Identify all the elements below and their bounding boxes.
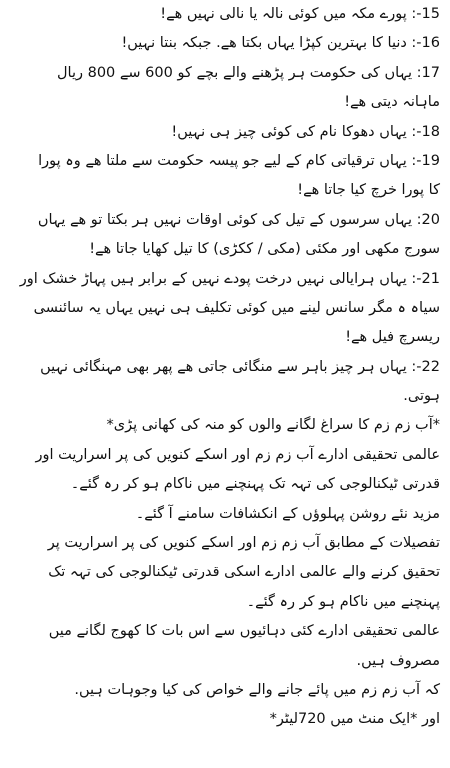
text-line: ماہانہ دیتی ھے! (344, 94, 440, 111)
text-line: *آب زم زم کا سراغ لگانے والوں کو منہ کی کھانی پڑی* (106, 417, 440, 434)
flow-rate-paragraph (6, 705, 440, 734)
text-line: ہوتی. (403, 388, 440, 405)
point-21 (6, 265, 440, 353)
text-line: سورج مکھی اور مکئی (مکی / ککڑی) کا تیل کھایا جاتا ھے! (89, 241, 440, 258)
text-line: 22-: یہاں ہر چیز باہر سے منگائی جاتی ھے پھر بھی مہنگائی نہیں (40, 358, 440, 375)
point-20 (6, 206, 440, 265)
text-line: عالمی تحقیقی ادارے آب زم زم اور اسکے کنویں کی پر اسراریت اور (35, 446, 440, 463)
text-line: کا پورا خرچ کیا جاتا ھے! (297, 182, 440, 199)
point-16 (6, 29, 440, 58)
text-line: 20: یہاں سرسوں کے تیل کی کوئی اوقات نہیں ہر بکتا تو ھے یہاں (37, 211, 440, 228)
text-line: 15-: پورے مکہ میں کوئی نالہ یا نالی نہیں ھے! (160, 6, 440, 22)
text-line: عالمی تحقیقی ادارے کئی دہائیوں سے اس بات کا کھوج لگانے میں (48, 623, 440, 640)
text-line: 17: یہاں کی حکومت ہر پڑھنے والے بچے کو 600 سے 800 ریال (56, 64, 440, 81)
research-paragraph (6, 441, 440, 500)
text-line: قدرتی ٹیکنالوجی کی تہہ تک پہنچنے میں ناکام ہو کر رہ گئے۔ (70, 476, 440, 493)
point-15 (6, 0, 440, 29)
text-line: کہ آب زم زم میں پائے جانے والے خواص کی کیا وجوہات ہیں. (74, 681, 440, 698)
text-line: مزید نئے روشن پہلوؤں کے انکشافات سامنے آ گئے۔ (135, 505, 440, 522)
text-line: 19-: یہاں ترقیاتی کام کے لیے جو پیسہ حکومت سے ملتا ھے وہ پورا (38, 152, 440, 169)
revelations-paragraph (6, 500, 440, 529)
text-line: تحقیق کرنے والے عالمی ادارے اسکی قدرتی ٹیکنالوجی کی تہہ تک (48, 564, 440, 581)
point-18 (6, 118, 440, 147)
text-line: ریسرچ فیل ھے! (345, 329, 440, 346)
point-19 (6, 147, 440, 206)
point-22 (6, 353, 440, 412)
text-line: 16-: دنیا کا بہترین کپڑا یہاں بکتا ھے. جبکہ بنتا نہیں! (121, 35, 440, 52)
text-line: مصروف ہیں. (356, 652, 440, 669)
point-17 (6, 59, 440, 118)
zamzam-heading (6, 411, 440, 440)
text-line: 18-: یہاں دھوکا نام کی کوئی چیز ہی نہیں! (171, 123, 440, 140)
details-paragraph (6, 529, 440, 617)
text-line: تفصیلات کے مطابق آب زم زم اور اسکے کنویں کی پر اسراریت پر (47, 535, 440, 552)
text-line: سیاہ ہ مگر سانس لینے میں کوئی تکلیف ہی نہیں یہاں یہ سائنسی (33, 299, 440, 316)
text-line: 21-: یہاں ہرایالی نہیں درخت پودے نہیں کے برابر ہیں پہاڑ خشک اور (19, 270, 440, 287)
text-line: پہنچنے میں ناکام ہو کر رہ گئے۔ (246, 593, 440, 610)
properties-paragraph (6, 676, 440, 705)
text-line: اور *ایک منٹ میں 720لیٹر* (269, 711, 440, 728)
decades-paragraph (6, 617, 440, 676)
